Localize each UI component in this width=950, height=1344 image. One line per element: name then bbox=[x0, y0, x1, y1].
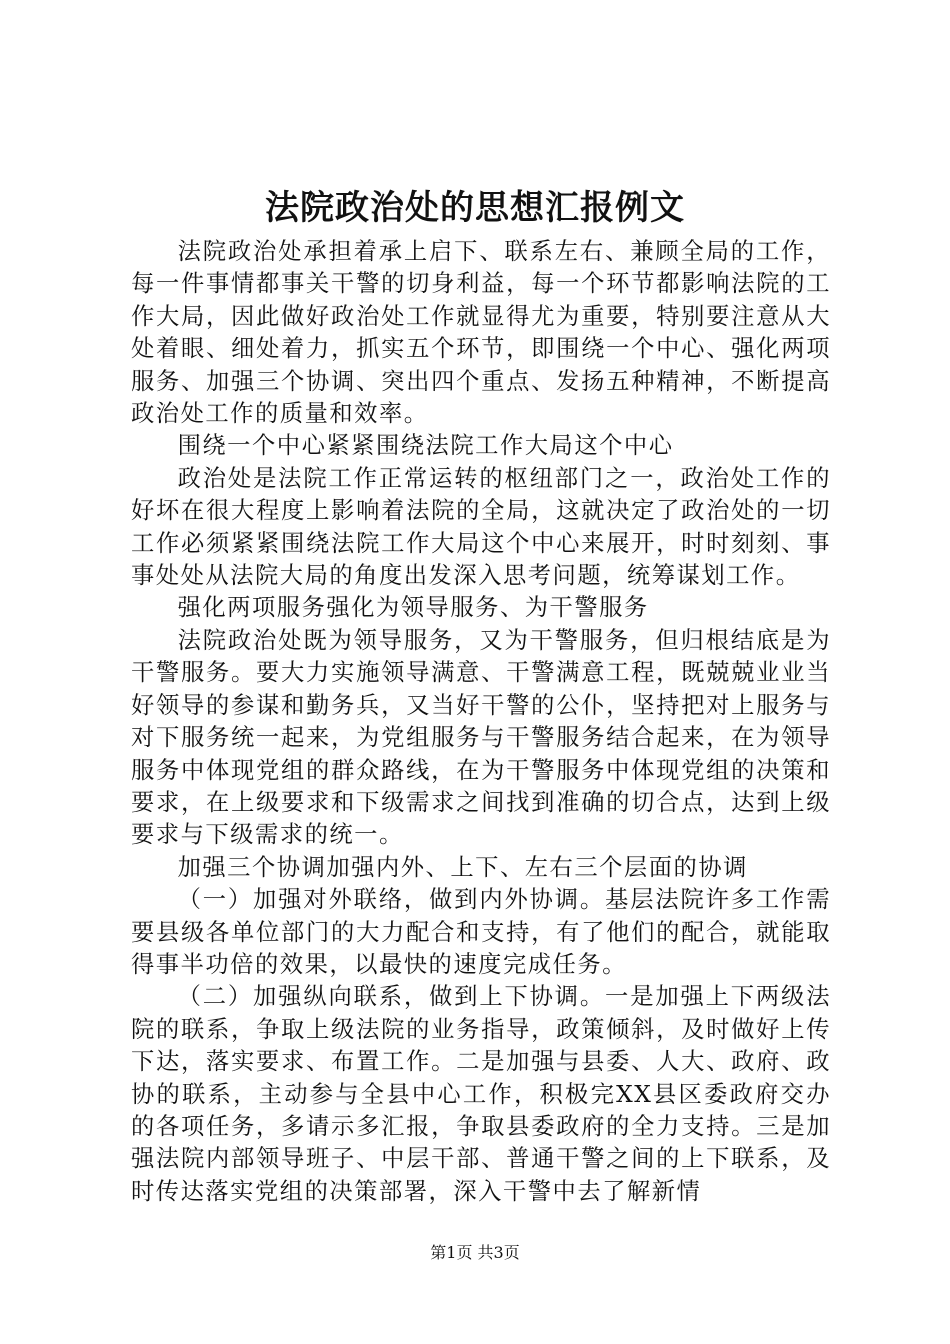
paragraph-intro: 法院政治处承担着承上启下、联系左右、兼顾全局的工作，每一件事情都事关干警的切身利益，每一个环节都影响法院的工作大局，因此做好政治处工作就显得尤为重要，特别要注意从大处着眼、细处着力，抓实五个环节，即围绕一个中心、强化两项服务、加强三个协调、突出四个重点、发扬五种精神，不断提高政治处工作的质量和效率。 bbox=[131, 238, 831, 428]
paragraph-external-coordination: （一）加强对外联络，做到内外协调。基层法院许多工作需要县级各单位部门的大力配合和支持，有了他们的配合，就能取得事半功倍的效果，以最快的速度完成任务。 bbox=[131, 886, 831, 978]
heading-three-coordination: 加强三个协调加强内外、上下、左右三个层面的协调 bbox=[177, 853, 748, 881]
document-body bbox=[131, 236, 831, 1208]
page-number-footer: 第1页 共3页 bbox=[430, 1243, 520, 1262]
paragraph-one-center: 政治处是法院工作正常运转的枢纽部门之一，政治处工作的好坏在很大程度上影响着法院的全局，这就决定了政治处的一切工作必须紧紧围绕法院工作大局这个中心来展开，时时刻刻、事事处处从法院大局的角度出发深入思考问题，统筹谋划工作。 bbox=[131, 464, 831, 590]
paragraph-vertical-coordination: （二）加强纵向联系，做到上下协调。一是加强上下两级法院的联系，争取上级法院的业务指导，政策倾斜，及时做好上传下达，落实要求、布置工作。二是加强与县委、人大、政府、政协的联系，主动参与全县中心工作，积极完XX县区委政府交办的各项任务，多请示多汇报，争取县委政府的全力支持。三是加强法院内部领导班子、中层干部、普通干警之间的上下联系，及时传达落实党组的决策部署，深入干警中去了解新情 bbox=[131, 983, 831, 1205]
paragraph-two-services: 法院政治处既为领导服务，又为干警服务，但归根结底是为干警服务。要大力实施领导满意、干警满意工程，既兢兢业业当好领导的参谋和勤务兵，又当好干警的公仆，坚持把对上服务与对下服务统一起来，为党组服务与干警服务结合起来，在为领导服务中体现党组的群众路线，在为干警服务中体现党组的决策和要求，在上级要求和下级需求之间找到准确的切合点，达到上级要求与下级需求的统一。 bbox=[131, 626, 831, 849]
document-title: 法院政治处的思想汇报例文 bbox=[265, 188, 685, 228]
heading-two-services: 强化两项服务强化为领导服务、为干警服务 bbox=[177, 594, 649, 622]
heading-one-center: 围绕一个中心紧紧围绕法院工作大局这个中心 bbox=[177, 432, 674, 460]
